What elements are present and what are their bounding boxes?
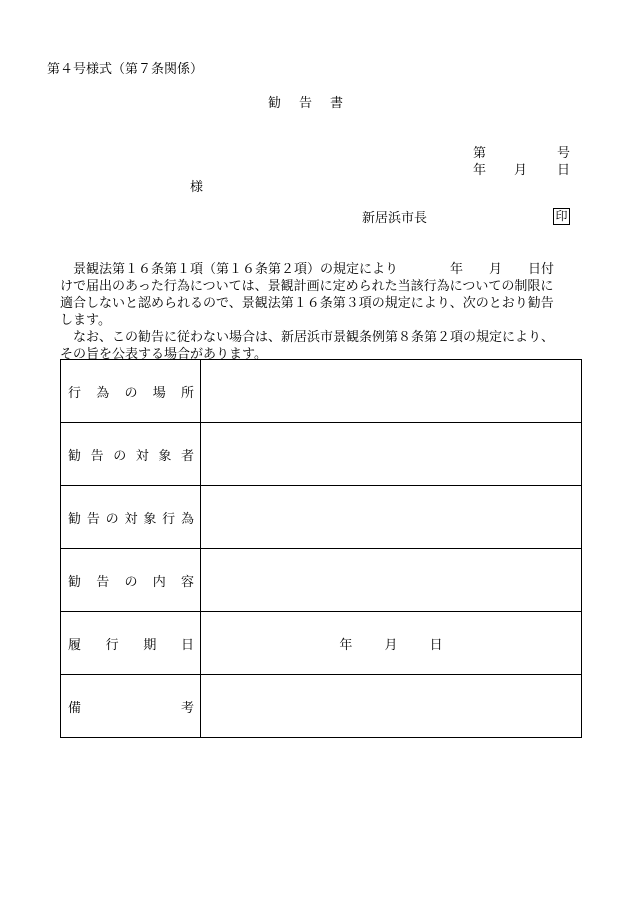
value-cell[interactable] (201, 549, 582, 612)
label-char: 容 (180, 574, 194, 590)
label-char: 為 (180, 511, 194, 527)
label-char: 所 (180, 385, 194, 401)
label-char: の (124, 574, 138, 590)
table-row (61, 675, 582, 738)
label-char: 勧 (68, 511, 82, 527)
label-char: 勧 (68, 574, 82, 590)
value-cell[interactable] (201, 486, 582, 549)
row-label (61, 423, 201, 486)
label-text (68, 571, 194, 590)
value-cell[interactable] (201, 675, 582, 738)
row-label (61, 549, 201, 612)
body-line: します。 (60, 313, 111, 328)
doc-number-suffix: 号 (557, 146, 571, 161)
label-char: 対 (135, 448, 149, 464)
label-char: 告 (90, 448, 104, 464)
label-char: 期 (143, 637, 157, 653)
row-label (61, 612, 201, 675)
deadline-day: 日 (429, 637, 443, 653)
row-label (61, 486, 201, 549)
table-row (61, 549, 582, 612)
label-char: 対 (124, 511, 138, 527)
date-day: 日 (557, 163, 571, 178)
body-line: その旨を公表する場合があります。 (60, 347, 267, 362)
label-text (68, 634, 194, 653)
label-char: 履 (68, 637, 82, 653)
label-char: 場 (152, 385, 166, 401)
label-char: 行 (105, 637, 119, 653)
row-label (61, 360, 201, 423)
seal-box: 印 (553, 208, 570, 225)
value-cell[interactable] (201, 423, 582, 486)
body-line: 適合しないと認められるので、景観法第１６条第３項の規定により、次のとおり勧告 (60, 296, 554, 311)
body-line: けで届出のあった行為については、景観計画に定められた当該行為についての制限に (60, 279, 554, 294)
date-month: 月 (514, 163, 528, 178)
label-char: の (113, 448, 127, 464)
doc-number-prefix: 第 (473, 146, 487, 161)
label-char: 象 (158, 448, 172, 464)
recommendation-table (60, 359, 582, 738)
date-year: 年 (473, 163, 487, 178)
label-text (68, 445, 194, 464)
body-line: 景観法第１６条第１項（第１６条第２項）の規定により 年 月 日付 (60, 262, 555, 277)
deadline-year: 年 (339, 637, 353, 653)
label-char: 為 (96, 385, 110, 401)
label-char: 内 (152, 574, 166, 590)
label-text (68, 697, 194, 716)
body-text (60, 261, 583, 363)
deadline-cell[interactable] (201, 612, 582, 675)
body-line: なお、この勧告に従わない場合は、新居浜市景観条例第８条第２項の規定により、 (60, 330, 555, 345)
value-cell[interactable] (201, 360, 582, 423)
table-row (61, 612, 582, 675)
form-number: 第４号様式（第７条関係） (47, 62, 204, 77)
table-row (61, 486, 582, 549)
label-char: の (124, 385, 138, 401)
deadline-month: 月 (384, 637, 398, 653)
label-char: 行 (68, 385, 82, 401)
label-char: 勧 (68, 448, 82, 464)
table-row (61, 360, 582, 423)
label-char: 告 (86, 511, 100, 527)
label-text (68, 508, 194, 527)
label-char: 行 (162, 511, 176, 527)
label-char: 備 (68, 700, 82, 716)
row-label (61, 675, 201, 738)
label-char: の (105, 511, 119, 527)
label-text (68, 382, 194, 401)
label-char: 者 (180, 448, 194, 464)
addressee-suffix: 様 (190, 180, 204, 195)
document-title: 勧告書 (268, 96, 362, 111)
label-char: 象 (143, 511, 157, 527)
label-char: 考 (180, 700, 194, 716)
label-char: 告 (96, 574, 110, 590)
issuer-name: 新居浜市長 (362, 211, 428, 226)
table-row (61, 423, 582, 486)
label-char: 日 (180, 637, 194, 653)
